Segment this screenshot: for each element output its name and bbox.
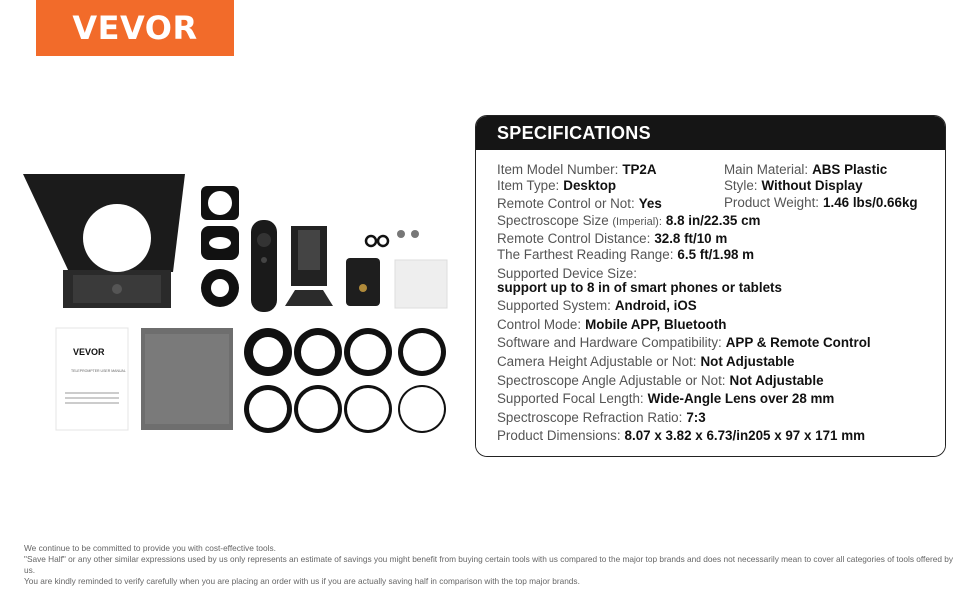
- mount-plate-icon: [346, 258, 380, 306]
- spec-label: Supported Focal Length:: [497, 391, 644, 406]
- spec-row: [497, 247, 754, 263]
- spec-label: Item Model Number:: [497, 162, 619, 177]
- spec-row: [497, 213, 760, 230]
- spec-row: [497, 354, 794, 370]
- spec-value: support up to 8 in of smart phones or tablets: [497, 280, 782, 295]
- spec-row: [497, 178, 616, 194]
- spec-value: 7:3: [686, 410, 706, 425]
- spec-label: Item Type:: [497, 178, 560, 193]
- spec-value: Yes: [638, 196, 662, 211]
- manual-brand: VEVOR: [73, 347, 105, 357]
- disclaimer-line: We continue to be committed to provide you with cost-effective tools.: [24, 543, 276, 553]
- manual-title: TELEPROMPTER USER MANUAL: [71, 369, 126, 373]
- carry-bag-icon: [141, 328, 233, 430]
- spec-value: 6.5 ft/1.98 m: [677, 247, 755, 262]
- spec-row: [497, 231, 727, 247]
- specifications-card: [475, 115, 946, 457]
- spec-value: Without Display: [761, 178, 863, 193]
- spec-label: Camera Height Adjustable or Not:: [497, 354, 697, 369]
- spec-row: [724, 178, 863, 194]
- disclaimer: [24, 543, 964, 587]
- spec-value: Wide-Angle Lens over 28 mm: [647, 391, 835, 406]
- spec-value: 1.46 lbs/0.66kg: [823, 195, 918, 210]
- spec-label: Spectroscope Angle Adjustable or Not:: [497, 373, 726, 388]
- spec-label: Product Weight:: [724, 195, 820, 210]
- spec-label: Product Dimensions:: [497, 428, 621, 443]
- spec-value: Android, iOS: [614, 298, 697, 313]
- spec-row: [497, 298, 697, 314]
- spec-label: Control Mode:: [497, 317, 582, 332]
- spec-row: [497, 280, 782, 296]
- disclaimer-line: You are kindly reminded to verify carefully when you are placing an order with us if you are actually saving half in comparison with the top major brands.: [24, 576, 580, 586]
- cleaning-cloth-icon: [395, 260, 447, 308]
- spec-row: [497, 162, 657, 178]
- spec-row: [497, 317, 726, 333]
- spec-label: The Farthest Reading Range:: [497, 247, 674, 262]
- spec-label-small: (Imperial):: [612, 216, 662, 228]
- spec-value: 8.8 in/22.35 cm: [665, 213, 761, 228]
- phone-holder-icon: [285, 226, 333, 306]
- spec-label: Style:: [724, 178, 758, 193]
- spec-row: [497, 428, 865, 444]
- spec-row: [724, 195, 918, 211]
- teleprompter-hood-icon: [23, 174, 185, 308]
- spec-row: [497, 391, 834, 407]
- specifications-body: [476, 150, 945, 456]
- spec-label: Spectroscope Size: [497, 213, 609, 228]
- spec-value: ABS Plastic: [812, 162, 888, 177]
- spec-label: Supported System:: [497, 298, 611, 313]
- spec-label: Remote Control or Not:: [497, 196, 635, 211]
- spec-label: Spectroscope Refraction Ratio:: [497, 410, 683, 425]
- spec-label: Remote Control Distance:: [497, 231, 651, 246]
- spec-label: Supported Device Size:: [497, 266, 637, 281]
- spec-value: APP & Remote Control: [725, 335, 871, 350]
- adapter-ring-icon: [201, 186, 239, 307]
- spec-row: [724, 162, 887, 178]
- disclaimer-line: "Save Half" or any other similar expressions used by us only represents an estimate of savings you might benefit from buying certain tools with us compared to the major top brands and does not necessarily mean to cover all categories of tools offered by us.: [24, 554, 954, 575]
- spec-value: Mobile APP, Bluetooth: [585, 317, 727, 332]
- spec-row: [497, 196, 662, 212]
- screw-parts-icon: [366, 230, 419, 246]
- bluetooth-remote-icon: [251, 220, 277, 312]
- spec-row: [497, 335, 871, 351]
- spec-value: TP2A: [622, 162, 657, 177]
- lens-ring-icon: [244, 328, 446, 433]
- spec-row: [497, 410, 706, 426]
- spec-value: 8.07 x 3.82 x 6.73/in205 x 97 x 171 mm: [624, 428, 866, 443]
- spec-value: 32.8 ft/10 m: [654, 231, 728, 246]
- spec-value: Not Adjustable: [700, 354, 795, 369]
- spec-value: Not Adjustable: [729, 373, 824, 388]
- brand-logo: VEVOR: [36, 0, 234, 56]
- user-manual: [56, 328, 128, 430]
- spec-value: Desktop: [563, 178, 617, 193]
- spec-label: Software and Hardware Compatibility:: [497, 335, 722, 350]
- spec-label: Main Material:: [724, 162, 809, 177]
- specifications-title: SPECIFICATIONS: [476, 116, 945, 150]
- product-images: [15, 160, 455, 440]
- spec-row: [497, 373, 824, 389]
